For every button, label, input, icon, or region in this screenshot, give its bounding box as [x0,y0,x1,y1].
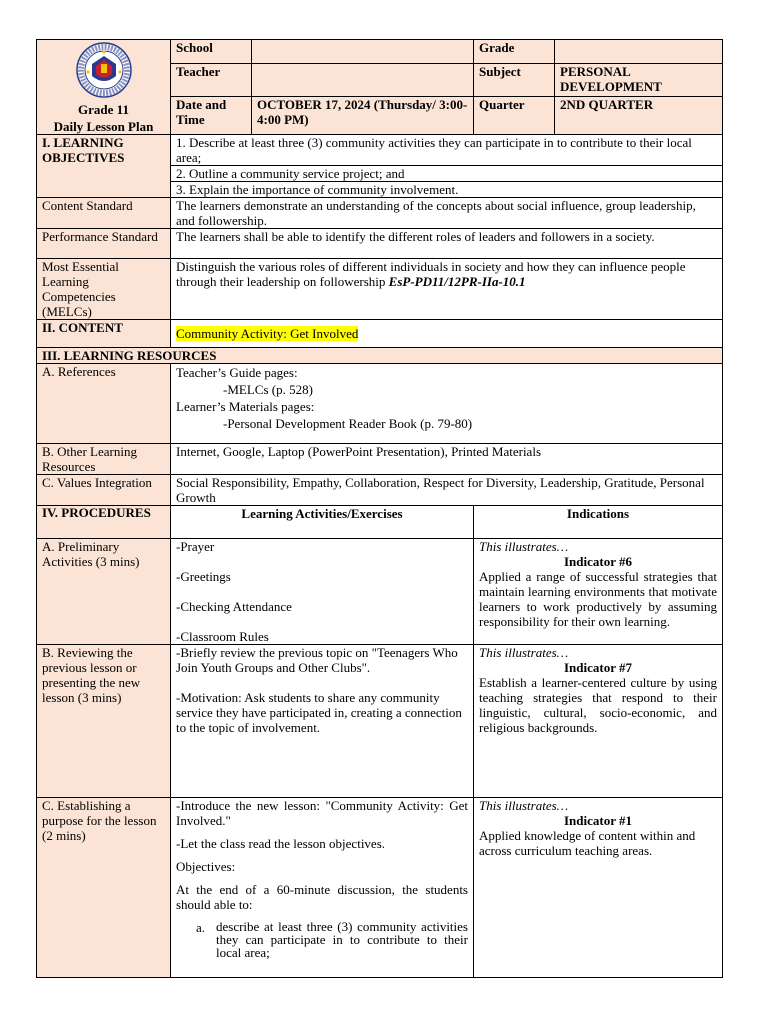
other-resources-text: Internet, Google, Laptop (PowerPoint Presentation), Printed Materials [171,444,723,475]
preliminary-activities [171,539,474,645]
melcs-cell [171,259,723,320]
establishing-activities [171,798,474,978]
item-letter: a. [196,920,206,935]
end-of-discussion-text: At the end of a 60-minute discussion, the students should able to: [176,882,468,912]
deped-seal-icon [76,42,132,98]
indicator-text: Applied knowledge of content within and across curriculum teaching areas. [479,828,696,858]
content-label: II. CONTENT [37,320,171,348]
reviewing-label: B. Reviewing the previous lesson or presenting the new lesson (3 mins) [37,645,171,798]
content-standard-label: Content Standard [37,198,171,229]
performance-standard-label: Performance Standard [37,229,171,259]
header-logo-cell [37,40,171,135]
establishing-label: C. Establishing a purpose for the lesson (2 mins) [37,798,171,978]
preliminary-indications [474,539,723,645]
melcs-page: -MELCs (p. 528) [223,382,313,397]
values-label: C. Values Integration [37,475,171,506]
activity-attendance: -Checking Attendance [176,599,292,614]
school-label: School [171,40,252,64]
teacher-guide-label: Teacher’s Guide pages: [176,365,298,380]
reviewing-activities [171,645,474,798]
quarter-value: 2ND QUARTER [555,96,723,134]
grade-label: Grade 11 [78,102,129,117]
reader-book: -Personal Development Reader Book (p. 79-80) [223,416,473,431]
date-value: OCTOBER 17, 2024 (Thursday/ 3:00-4:00 PM) [252,96,474,134]
item-text: describe at least three (3) community activities they can participate in to contribute to their local area; [216,919,468,960]
reviewing-indications [474,645,723,798]
teacher-label: Teacher [171,64,252,97]
objective-item-3: 3. Explain the importance of community involvement. [171,182,723,198]
date-label: Date and Time [171,96,252,134]
col-activities-header: Learning Activities/Exercises [171,506,474,539]
indicator-title: Indicator #6 [563,554,632,569]
read-objectives-text: -Let the class read the lesson objectives. [176,836,386,851]
other-resources-label: B. Other Learning Resources [37,444,171,475]
indicator-text: Establish a learner-centered culture by using teaching strategies that respond to their linguistic, cultural, socio-economic, and religious backgrounds. [479,675,717,735]
resources-label: III. LEARNING RESOURCES [37,348,723,364]
objectives-label: I. LEARNING OBJECTIVES [37,135,171,198]
melcs-text: Distinguish the various roles of different individuals in society and how they can influence people through their leadership on followership [176,259,686,289]
activity-prayer: -Prayer [176,539,215,554]
objective-item-2: 2. Outline a community service project; and [171,166,723,182]
melcs-label: Most Essential Learning Competencies (MELCs) [37,259,171,320]
indicator-text: Applied a range of successful strategies that maintain learning environments that motivate learners to work productively by assuming responsibility for their own learning. [479,569,717,629]
content-standard-text: The learners demonstrate an understanding of the concepts about social influence, group leadership, and followership. [171,198,723,229]
subject-value: PERSONAL DEVELOPMENT [555,64,723,97]
motivation-text: -Motivation: Ask students to share any community service they have participated in, creating a connection to the topic of involvement. [176,690,462,735]
grade-key: Grade [474,40,555,64]
procedures-label: IV. PROCEDURES [37,506,171,539]
melcs-code: EsP-PD11/12PR-IIa-10.1 [388,274,526,289]
activity-rules: -Classroom Rules [176,629,269,644]
objective-item-1: 1. Describe at least three (3) community activities they can participate in to contribute to their local area; [171,135,723,166]
references-label: A. References [37,364,171,444]
learner-materials-label: Learner’s Materials pages: [176,399,315,414]
references-cell [171,364,723,444]
objectives-heading: Objectives: [176,859,236,874]
teacher-value [252,64,474,97]
performance-standard-text: The learners shall be able to identify the different roles of leaders and followers in a society. [171,229,723,259]
plan-label: Daily Lesson Plan [53,119,154,134]
indicator-title: Indicator #7 [563,660,632,675]
establishing-indications [474,798,723,978]
illustrates-text: This illustrates… [479,798,569,813]
preliminary-label: A. Preliminary Activities (3 mins) [37,539,171,645]
subject-label: Subject [474,64,555,97]
content-cell [171,320,723,348]
intro-text: -Introduce the new lesson: "Community Activity: Get Involved." [176,798,468,828]
objective-list-item [176,920,468,959]
activity-greetings: -Greetings [176,569,231,584]
grade-value [555,40,723,64]
values-text: Social Responsibility, Empathy, Collaboration, Respect for Diversity, Leadership, Gratitude, Personal Growth [171,475,723,506]
school-value [252,40,474,64]
content-text: Community Activity: Get Involved [176,326,359,341]
indicator-title: Indicator #1 [563,813,632,828]
review-text: -Briefly review the previous topic on "Teenagers Who Join Youth Groups and Other Clubs". [176,645,458,675]
col-indications-header: Indications [474,506,723,539]
lesson-plan-table [36,39,723,978]
quarter-label: Quarter [474,96,555,134]
illustrates-text: This illustrates… [479,645,569,660]
illustrates-text: This illustrates… [479,539,569,554]
